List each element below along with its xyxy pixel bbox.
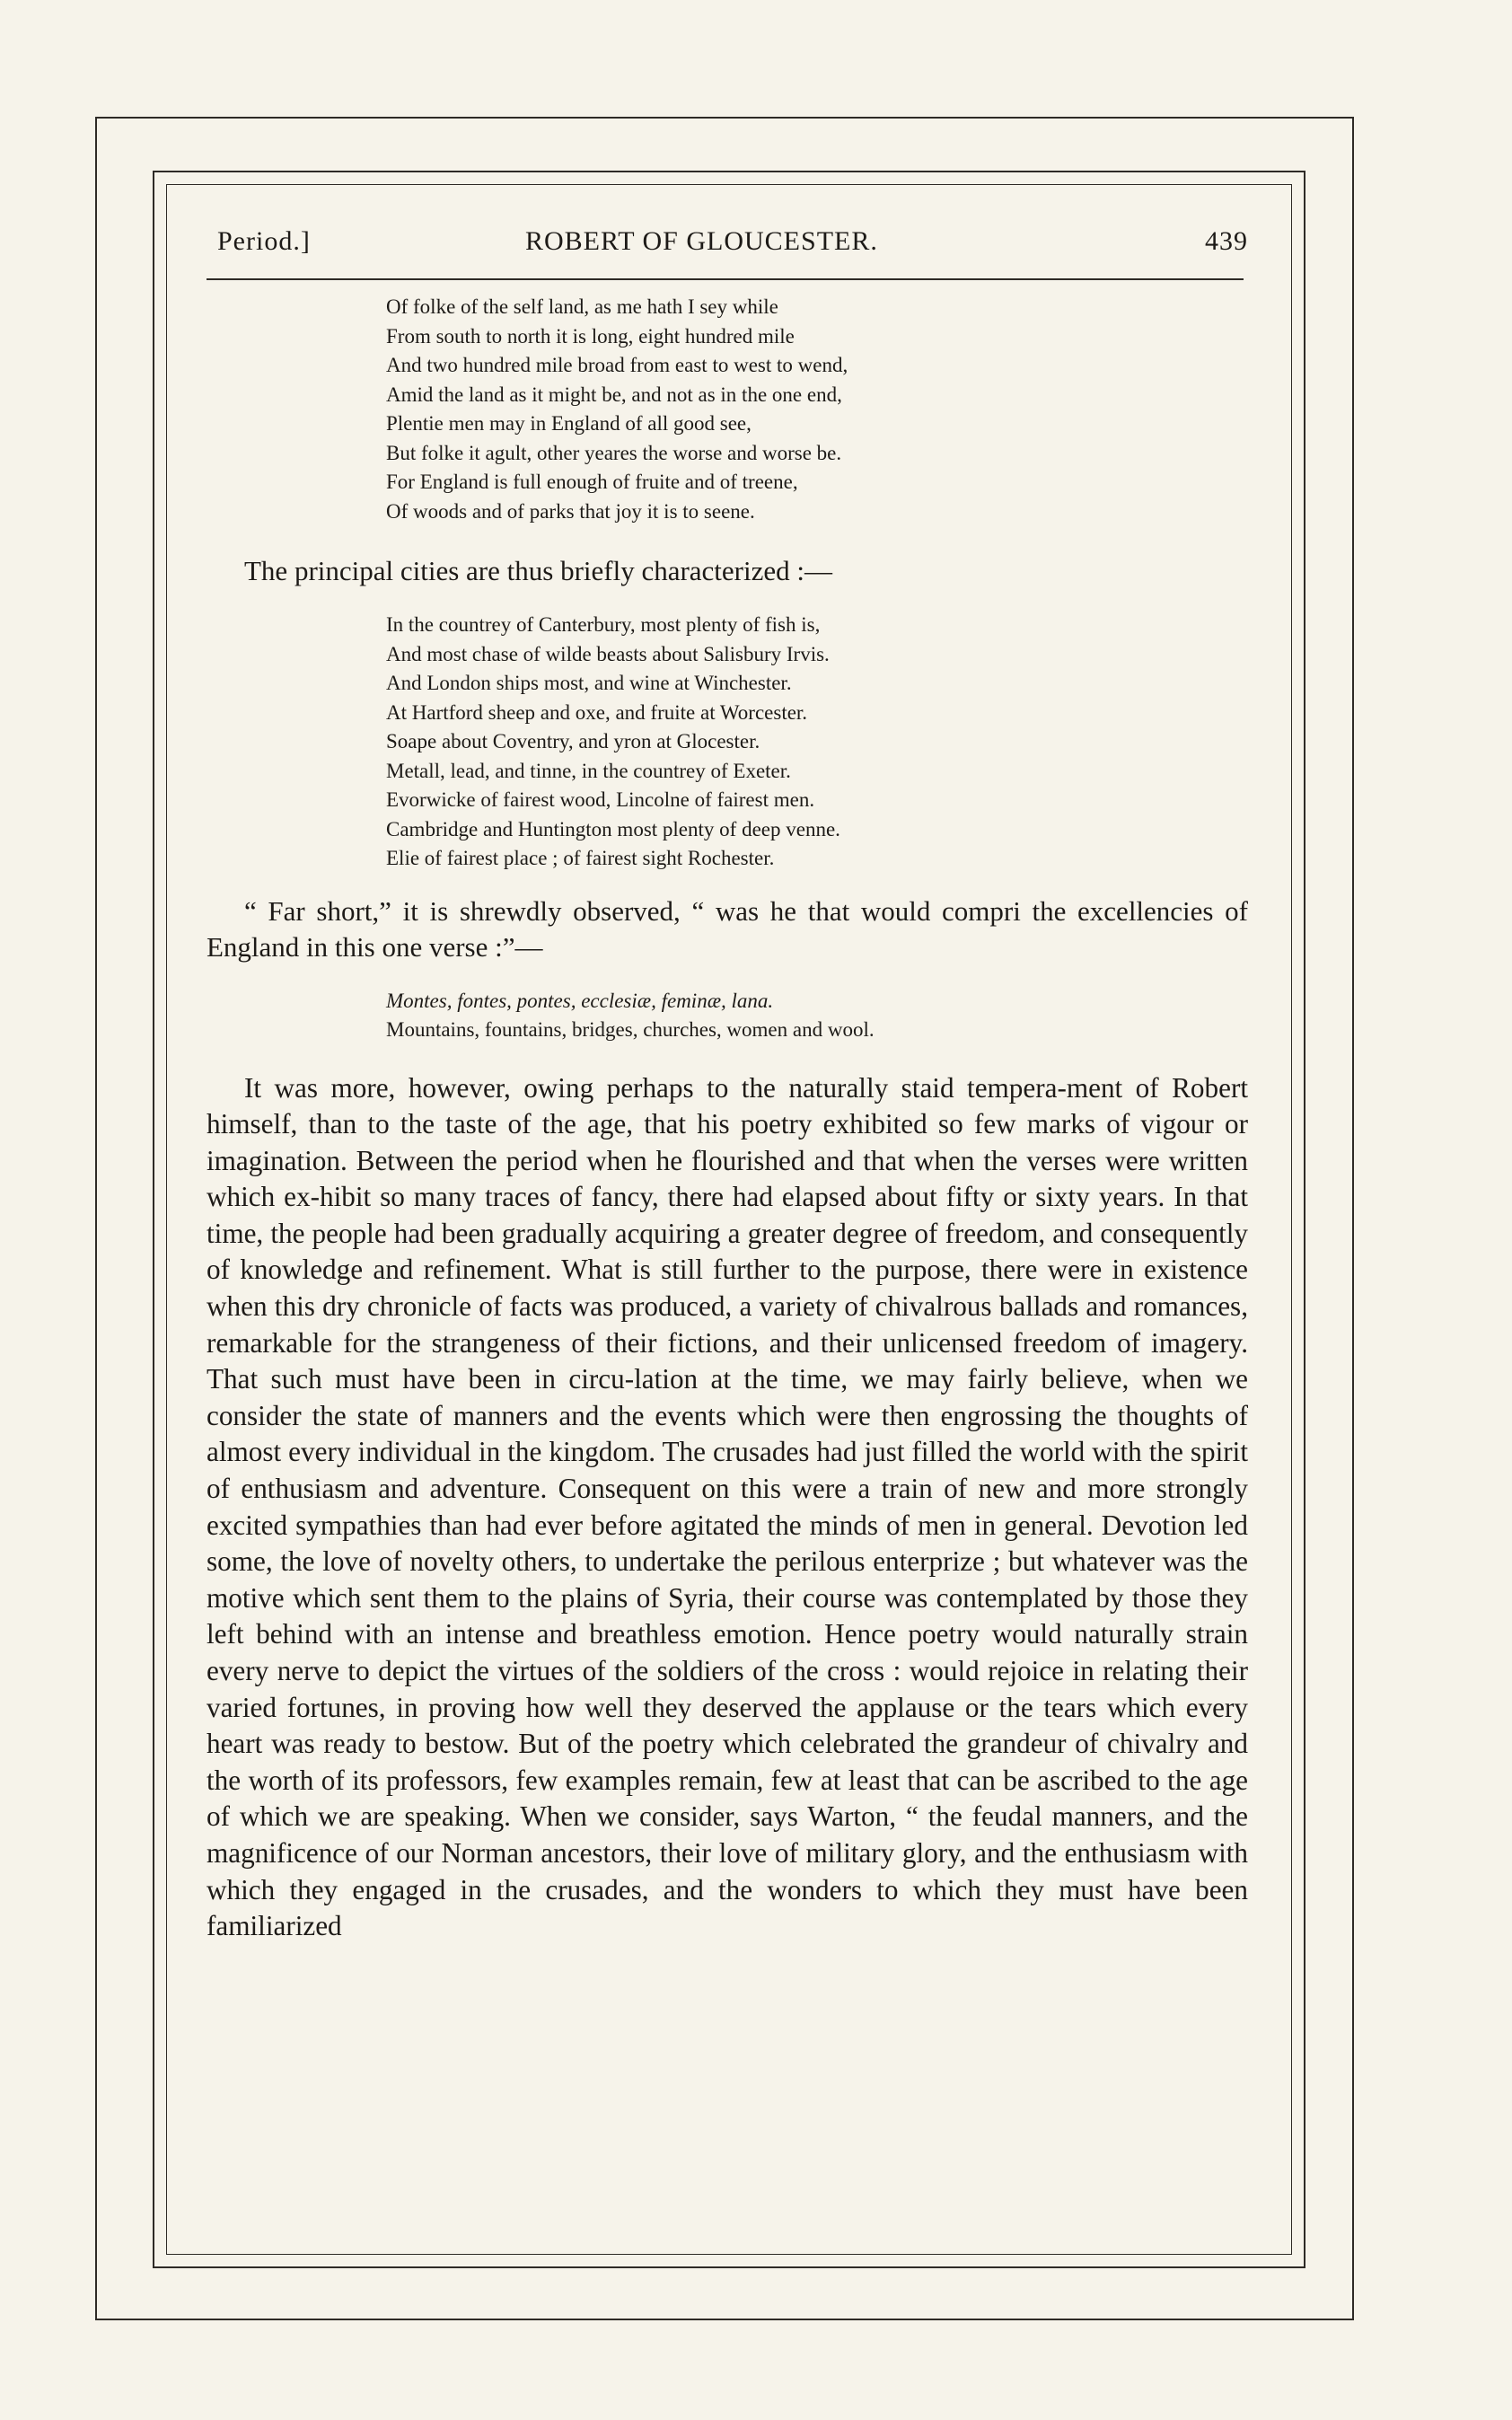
verse-line: Amid the land as it might be, and not as in the one end,: [386, 383, 842, 406]
verse-line: In the countrey of Canterbury, most plenty of fish is,: [386, 613, 821, 636]
book-page: [207, 216, 1248, 1945]
verse-line: And most chase of wilde beasts about Salisbury Irvis.: [386, 642, 830, 665]
verse-line: Metall, lead, and tinne, in the countrey of Exeter.: [386, 759, 791, 782]
verse-line: For England is full enough of fruite and of treene,: [386, 471, 798, 493]
header-rule: [207, 278, 1244, 280]
verse-line: Evorwicke of fairest wood, Lincolne of fairest men.: [386, 788, 815, 811]
verse-line: And London ships most, and wine at Winchester.: [386, 672, 792, 694]
verse-block-description: [386, 293, 1248, 526]
verse-line: But folke it agult, other yeares the worse and worse be.: [386, 441, 842, 464]
verse-line: And two hundred mile broad from east to west to wend,: [386, 354, 848, 376]
intro-cities: The principal cities are thus briefly characterized :—: [244, 555, 832, 586]
verse-line: From south to north it is long, eight hundred mile: [386, 324, 795, 348]
page-number: 439: [1205, 226, 1248, 256]
body-paragraph: It was more, however, owing perhaps to the naturally staid tempera-ment of Robert himself, than to the taste of the age, that his poetry exhibited so few marks of vigour or imagination. Between the period when he flourished and that when the verses were written which ex-hibit so many traces of fancy, there had elapsed about fifty or sixty years. In that time, the people had been gradually acquiring a greater degree of freedom, and consequently of knowledge and refinement. What is still further to the purpose, there were in existence when this dry chronicle of facts was produced, a variety of chivalrous ballads and romances, remarkable for the strangeness of their fictions, and their unlicensed freedom of imagery. That such must have been in circu-lation at the time, we may fairly believe, when we consider the state of manners and the events which were then engrossing the thoughts of almost every individual in the kingdom. The crusades had just filled the world with the spirit of enthusiasm and adventure. Consequent on this were a train of new and more strongly excited sympathies than had ever before agitated the minds of men in general. Devotion led some, the love of novelty others, to undertake the perilous enterprize ; but whatever was the motive which sent them to the plains of Syria, their course was contemplated by those they left behind with an intense and breathless emotion. Hence poetry would naturally strain every nerve to depict the virtues of the soldiers of the cross : would rejoice in relating their varied fortunes, in proving how well they deserved the applause or the tears which every heart was ready to bestow. But of the poetry which celebrated the grandeur of chivalry and the worth of its professors, few examples remain, few at least that can be ascribed to the age of which we are speaking. When we consider, says Warton, “ the feudal manners, and the magnificence of our Norman ancestors, their love of military glory, and the enthusiasm with which they engaged in the crusades, and the wonders to which they must have been familiarized: [207, 1071, 1248, 1942]
verse-line: Plentie men may in England of all good see,: [386, 412, 752, 435]
verse-line: Cambridge and Huntington most plenty of deep venne.: [386, 817, 840, 840]
running-head: [207, 216, 1248, 264]
verse-line: Of woods and of parks that joy it is to seene.: [386, 499, 755, 523]
latin-verse-line: Montes, fontes, pontes, ecclesiæ, feminæ, lana.: [386, 989, 774, 1012]
verse-line: Elie of fairest place ; of fairest sight Rochester.: [386, 847, 775, 869]
verse-block-cities: [386, 611, 1248, 874]
running-head-period: Period.]: [217, 226, 311, 256]
running-head-title: ROBERT OF GLOUCESTER.: [525, 226, 878, 256]
verse-line: Of folke of the self land, as me hath I sey while: [386, 295, 778, 318]
verse-block-latin: [386, 987, 1248, 1045]
intro-verse-quote: “ Far short,” it is shrewdly observed, “ was he that would compri the excellencies of England in this one verse :”—: [207, 894, 1248, 963]
translation-verse-line: Mountains, fountains, bridges, churches, women and wool.: [386, 1018, 875, 1041]
verse-line: At Hartford sheep and oxe, and fruite at Worcester.: [386, 700, 808, 724]
verse-line: Soape about Coventry, and yron at Glocester.: [386, 730, 760, 752]
